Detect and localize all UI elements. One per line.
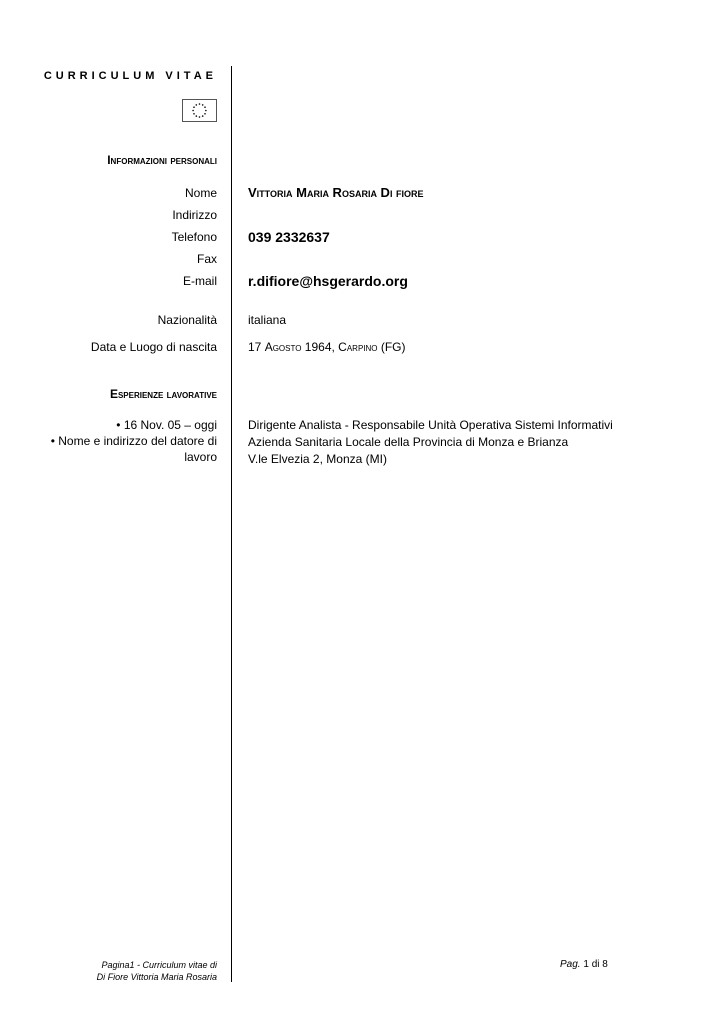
value-nazionalita: italiana	[248, 313, 287, 327]
section-title-experience: Esperienze lavorative	[109, 387, 217, 401]
value-address: V.le Elvezia 2, Monza (MI)	[248, 452, 387, 466]
birth-year: 1964,	[304, 340, 335, 354]
value-employer: Azienda Sanitaria Locale della Provincia di Monza e Brianza	[248, 435, 569, 449]
cv-title: CURRICULUM VITAE	[43, 70, 217, 82]
birth-province: (FG)	[380, 340, 406, 354]
label-nome: Nome	[184, 186, 217, 200]
value-nascita	[248, 339, 406, 355]
section-title-personal: Informazioni personali	[107, 153, 217, 167]
page-prefix: Pag.	[560, 959, 581, 970]
label-period: • 16 Nov. 05 – oggi	[116, 418, 217, 432]
value-role: Dirigente Analista - Responsabile Unità Operativa Sistemi Informativi	[248, 418, 613, 432]
footer-left	[97, 959, 217, 983]
footer-left-line1: Pagina1 - Curriculum vitae di	[101, 960, 217, 970]
label-employer-line2: lavoro	[184, 450, 217, 464]
birth-city: Carpino	[338, 340, 378, 354]
column-divider	[231, 66, 232, 982]
label-fax: Fax	[196, 252, 217, 266]
label-indirizzo: Indirizzo	[172, 208, 217, 222]
label-employer-line1: • Nome e indirizzo del datore di	[50, 434, 217, 448]
page-count: 1 di 8	[583, 959, 608, 970]
value-telefono: 039 2332637	[248, 229, 330, 245]
value-email: r.difiore@hsgerardo.org	[248, 273, 408, 289]
label-email: E-mail	[182, 274, 217, 288]
label-nascita: Data e Luogo di nascita	[90, 340, 217, 354]
birth-day: 17	[248, 340, 262, 354]
label-telefono: Telefono	[171, 230, 217, 244]
label-nazionalita: Nazionalità	[157, 313, 217, 327]
birth-month: Agosto	[264, 340, 302, 354]
footer-left-line2: Di Fiore Vittoria Maria Rosaria	[96, 972, 217, 982]
value-nome: Vittoria Maria Rosaria Di fiore	[248, 185, 424, 200]
eu-flag-icon	[182, 99, 217, 122]
page-number	[560, 959, 608, 970]
